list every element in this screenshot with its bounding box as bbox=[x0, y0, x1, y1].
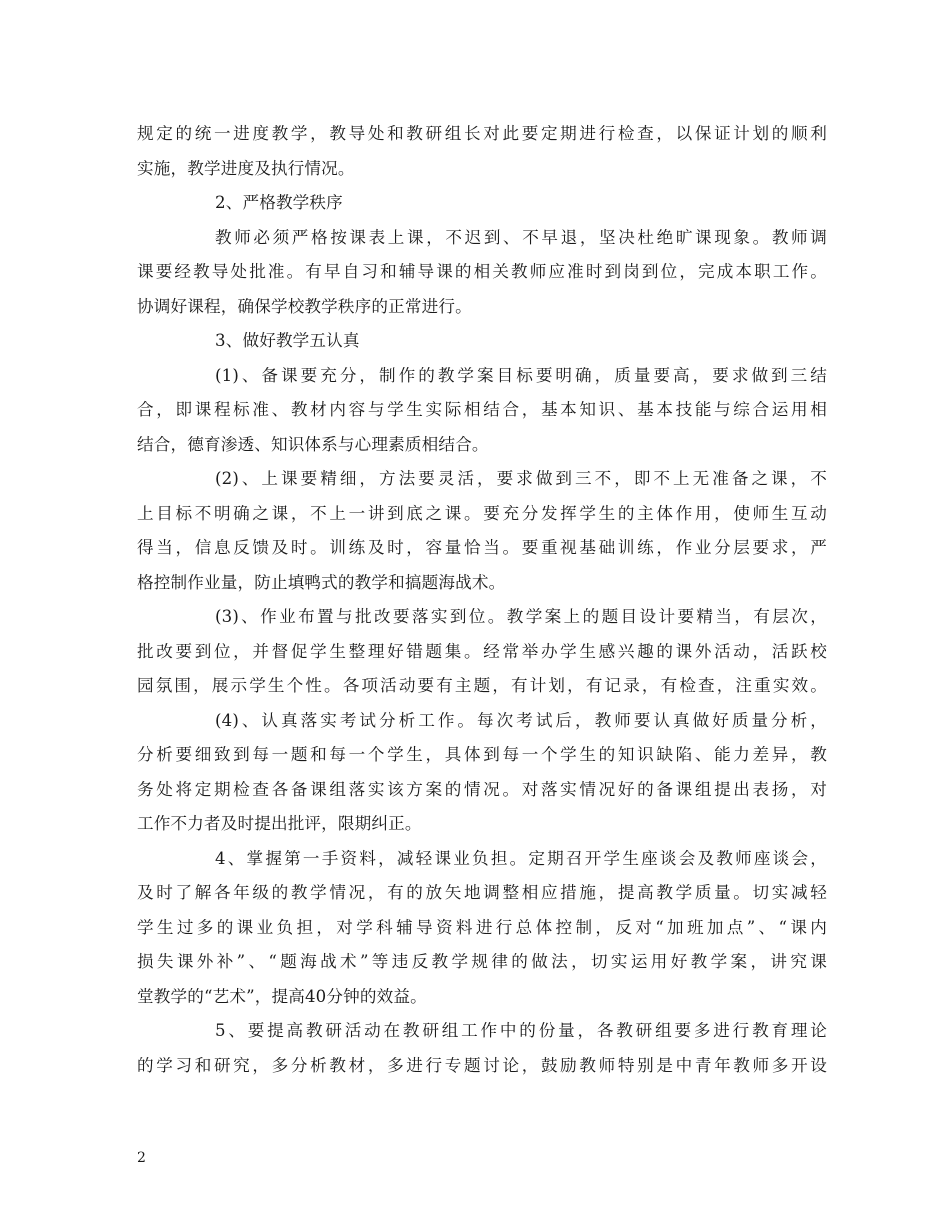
paragraph-line: 工作不力者及时提出批评，限期纠正。 bbox=[137, 814, 422, 833]
paragraph-first-line: (1)、备课要充分，制作的教学案目标要明确，质量要高，要求做到三结 bbox=[215, 365, 827, 385]
paragraph-line: 损失课外补”、“题海战术”等违反教学规律的做法，切实运用好教学案，讲究课 bbox=[137, 952, 827, 971]
paragraph-line: 及时了解各年级的教学情况，有的放矢地调整相应措施，提高教学质量。切实减轻 bbox=[137, 883, 827, 902]
paragraph-line: 上目标不明确之课，不上一讲到底之课。要充分发挥学生的主体作用，使师生互动 bbox=[137, 503, 827, 523]
document-body bbox=[137, 117, 827, 1083]
paragraph-first-line: (2)、上课要精细，方法要灵活，要求做到三不，即不上无准备之课，不 bbox=[215, 469, 827, 488]
paragraph-first-line: 3、做好教学五认真 bbox=[215, 331, 360, 350]
paragraph-line: 堂教学的“艺术”，提高40分钟的效益。 bbox=[137, 986, 427, 1006]
paragraph-line: 的学习和研究，多分析教材，多进行专题讨论，鼓励教师特别是中青年教师多开设 bbox=[137, 1055, 827, 1075]
paragraph-first-line: 5、要提高教研活动在教研组工作中的份量，各教研组要多进行教育理论 bbox=[215, 1021, 827, 1040]
paragraph-line: 协调好课程，确保学校教学秩序的正常进行。 bbox=[137, 296, 472, 316]
paragraph-line: 务处将定期检查各备课组落实该方案的情况。对落实情况好的备课组提出表扬，对 bbox=[137, 779, 827, 799]
paragraph-line: 园氛围，展示学生个性。各项活动要有主题，有计划，有记录，有检查，注重实效。 bbox=[137, 676, 827, 695]
page-number: 2 bbox=[137, 1150, 146, 1166]
paragraph-first-line: 2、严格教学秩序 bbox=[215, 193, 343, 212]
paragraph-line: 课要经教导处批准。有早自习和辅导课的相关教师应准时到岗到位，完成本职工作。 bbox=[137, 262, 827, 281]
paragraph-first-line: (3)、作业布置与批改要落实到位。教学案上的题目设计要精当，有层次， bbox=[215, 607, 827, 626]
paragraph-line: 实施，教学进度及执行情况。 bbox=[137, 158, 355, 178]
paragraph-first-line: 4、掌握第一手资料，减轻课业负担。定期召开学生座谈会及教师座谈会， bbox=[215, 848, 827, 868]
paragraph-line: 格控制作业量，防止填鸭式的教学和搞题海战术。 bbox=[137, 572, 506, 592]
paragraph-line: 结合，德育渗透、知识体系与心理素质相结合。 bbox=[137, 434, 489, 454]
paragraph-first-line: 教师必须严格按课表上课，不迟到、不早退，坚决杜绝旷课现象。教师调 bbox=[215, 227, 827, 247]
paragraph-line: 合，即课程标准、教材内容与学生实际相结合，基本知识、基本技能与综合运用相 bbox=[137, 400, 827, 419]
paragraph-first-line: (4)、认真落实考试分析工作。每次考试后，教师要认真做好质量分析， bbox=[215, 710, 827, 730]
paragraph-line: 分析要细致到每一题和每一个学生，具体到每一个学生的知识缺陷、能力差异，教 bbox=[137, 745, 827, 764]
paragraph-line: 规定的统一进度教学，教导处和教研组长对此要定期进行检查，以保证计划的顺利 bbox=[137, 124, 827, 143]
paragraph-line: 批改要到位，并督促学生整理好错题集。经常举办学生感兴趣的课外活动，活跃校 bbox=[137, 641, 827, 661]
paragraph-line: 得当，信息反馈及时。训练及时，容量恰当。要重视基础训练，作业分层要求，严 bbox=[137, 538, 827, 557]
paragraph-line: 学生过多的课业负担，对学科辅导资料进行总体控制，反对“加班加点”、“课内 bbox=[137, 917, 827, 937]
